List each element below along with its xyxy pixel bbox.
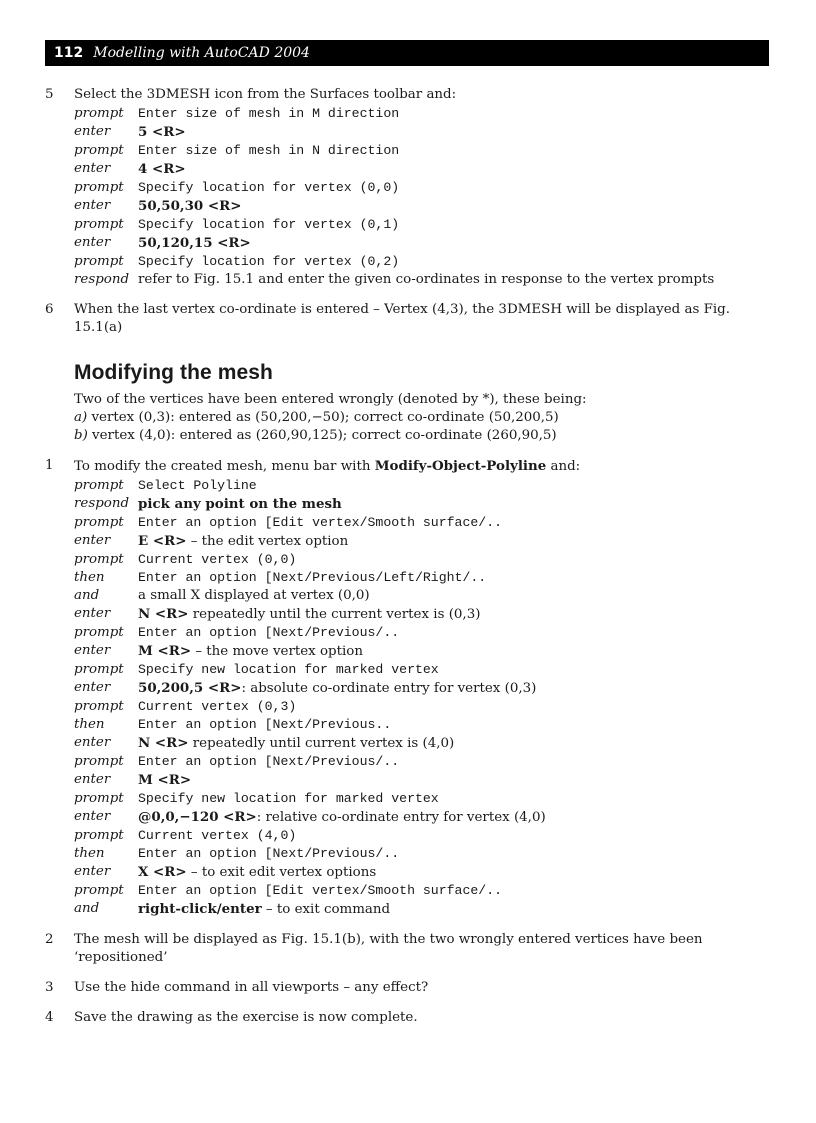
prompt-value: [138, 142, 769, 160]
user-input-text: M <R>: [138, 643, 192, 659]
prompt-label: prompt: [74, 662, 124, 677]
prompt-row: [74, 123, 769, 142]
prompt-value: [138, 882, 769, 900]
prompt-value: [138, 753, 769, 771]
running-title: Modelling with AutoCAD 2004: [93, 45, 310, 61]
command-prompt-text: Specify location for vertex (0,1): [138, 217, 400, 232]
prompt-label: prompt: [74, 143, 124, 158]
prompt-value: [138, 160, 769, 179]
prompt-value: [138, 771, 769, 790]
prompt-row: [74, 624, 769, 642]
prompt-value: [138, 569, 769, 587]
prompt-label: prompt: [74, 180, 124, 195]
prompt-label: prompt: [74, 217, 124, 232]
prompt-value: [138, 253, 769, 271]
step-intro: [74, 457, 769, 476]
command-prompt-text: Specify location for vertex (0,2): [138, 254, 400, 269]
prompt-value: [138, 605, 769, 624]
prompt-label: then: [74, 570, 105, 585]
prompt-label: enter: [74, 235, 111, 250]
prompt-label: enter: [74, 680, 111, 695]
step-number: 1: [45, 458, 54, 473]
note-text: refer to Fig. 15.1 and enter the given co-ordinates in response to the vertex prompts: [138, 272, 715, 287]
user-input-text: @0,0,−120 <R>: [138, 809, 257, 825]
prompt-row: [74, 771, 769, 790]
note-text: : relative co-ordinate entry for vertex (4,0): [256, 810, 546, 825]
prompt-row: [74, 532, 769, 551]
command-prompt-text: Enter an option [Next/Previous/..: [138, 846, 400, 861]
prompt-label: enter: [74, 772, 111, 787]
prompt-label: prompt: [74, 106, 124, 121]
user-input-text: right-click/enter: [138, 901, 262, 917]
prompt-value: [138, 624, 769, 642]
command-prompt-text: Enter an option [Edit vertex/Smooth surface/..: [138, 515, 503, 530]
prompt-label: prompt: [74, 625, 124, 640]
prompt-row: [74, 642, 769, 661]
step-text: Use the hide command in all viewports – any effect?: [74, 980, 429, 995]
command-prompt-text: Specify location for vertex (0,0): [138, 180, 400, 195]
item-text: vertex (4,0): entered as (260,90,125); correct co-ordinate (260,90,5): [87, 428, 557, 443]
intro-text-end: and:: [546, 459, 581, 474]
running-header: [45, 40, 769, 66]
prompt-label: prompt: [74, 754, 124, 769]
prompt-row: [74, 216, 769, 234]
prompt-row: [74, 790, 769, 808]
item-letter: a): [74, 410, 88, 425]
command-prompt-text: Enter size of mesh in N direction: [138, 143, 400, 158]
prompt-row: [74, 753, 769, 771]
intro-text: To modify the created mesh, menu bar with: [74, 459, 375, 474]
prompt-row: [74, 551, 769, 569]
prompt-table: [74, 105, 769, 289]
prompt-value: [138, 808, 769, 827]
prompt-row: [74, 827, 769, 845]
prompt-value: [138, 495, 769, 514]
command-prompt-text: Current vertex (0,3): [138, 699, 297, 714]
command-prompt-text: Enter an option [Next/Previous/..: [138, 754, 400, 769]
step-number: 4: [45, 1010, 54, 1025]
prompt-row: [74, 253, 769, 271]
prompt-value: [138, 197, 769, 216]
command-prompt-text: Specify new location for marked vertex: [138, 791, 439, 806]
prompt-value: [138, 123, 769, 142]
section-intro: Two of the vertices have been entered wrongly (denoted by *), these being:: [74, 392, 587, 407]
correction-item-a: [74, 409, 769, 427]
note-text: repeatedly until the current vertex is (0,3): [188, 607, 481, 622]
prompt-row: [74, 734, 769, 753]
prompt-row: [74, 271, 769, 289]
prompt-value: [138, 271, 769, 289]
prompt-table: [74, 477, 769, 919]
step-number: 5: [45, 87, 54, 102]
prompt-label: prompt: [74, 699, 124, 714]
note-text: – the edit vertex option: [186, 534, 349, 549]
prompt-label: enter: [74, 809, 111, 824]
note-text: : absolute co-ordinate entry for vertex (0,3): [241, 681, 537, 696]
prompt-value: [138, 790, 769, 808]
command-prompt-text: Select Polyline: [138, 478, 257, 493]
prompt-label: prompt: [74, 883, 124, 898]
prompt-row: [74, 661, 769, 679]
prompt-value: [138, 827, 769, 845]
prompt-label: and: [74, 588, 100, 603]
prompt-row: [74, 514, 769, 532]
correction-item-b: [74, 427, 769, 445]
prompt-value: [138, 863, 769, 882]
command-prompt-text: Enter an option [Next/Previous..: [138, 717, 392, 732]
prompt-row: [74, 882, 769, 900]
step-intro: Select the 3DMESH icon from the Surfaces toolbar and:: [74, 87, 457, 102]
step-1: [45, 457, 769, 919]
step-2: [45, 931, 769, 967]
user-input-text: pick any point on the mesh: [138, 496, 342, 512]
prompt-value: [138, 734, 769, 753]
prompt-label: enter: [74, 124, 111, 139]
prompt-value: [138, 234, 769, 253]
step-text: Save the drawing as the exercise is now complete.: [74, 1010, 418, 1025]
menu-path: Modify-Object-Polyline: [374, 458, 547, 474]
prompt-label: prompt: [74, 791, 124, 806]
prompt-row: [74, 179, 769, 197]
prompt-label: then: [74, 846, 105, 861]
prompt-row: [74, 105, 769, 123]
prompt-row: [74, 845, 769, 863]
prompt-row: [74, 197, 769, 216]
prompt-value: [138, 587, 769, 605]
prompt-row: [74, 160, 769, 179]
note-text: – the move vertex option: [191, 644, 363, 659]
command-prompt-text: Specify new location for marked vertex: [138, 662, 439, 677]
step-number: 2: [45, 932, 54, 947]
prompt-row: [74, 142, 769, 160]
prompt-label: enter: [74, 735, 111, 750]
step-6: [45, 301, 769, 337]
item-text: vertex (0,3): entered as (50,200,−50); correct co-ordinate (50,200,5): [87, 410, 559, 425]
user-input-text: N <R>: [138, 606, 189, 622]
prompt-label: enter: [74, 161, 111, 176]
prompt-value: [138, 179, 769, 197]
prompt-row: [74, 863, 769, 882]
prompt-label: enter: [74, 864, 111, 879]
prompt-value: [138, 514, 769, 532]
note-text: – to exit command: [261, 902, 391, 917]
user-input-text: 50,200,5 <R>: [138, 680, 242, 696]
user-input-text: N <R>: [138, 735, 189, 751]
user-input-text: X <R>: [138, 864, 187, 880]
step-5: [45, 86, 769, 289]
prompt-value: [138, 532, 769, 551]
prompt-row: [74, 477, 769, 495]
prompt-value: [138, 900, 769, 919]
prompt-value: [138, 716, 769, 734]
prompt-label: respond: [74, 272, 130, 287]
prompt-label: then: [74, 717, 105, 732]
step-3: [45, 979, 769, 997]
prompt-value: [138, 105, 769, 123]
user-input-text: 4 <R>: [138, 161, 186, 177]
prompt-row: [74, 698, 769, 716]
prompt-label: prompt: [74, 478, 124, 493]
prompt-value: [138, 845, 769, 863]
step-text: When the last vertex co-ordinate is entered – Vertex (4,3), the 3DMESH will be displayed as Fig. 15.1(a): [74, 302, 730, 335]
prompt-label: enter: [74, 533, 111, 548]
prompt-value: [138, 642, 769, 661]
prompt-value: [138, 216, 769, 234]
user-input-text: M <R>: [138, 772, 192, 788]
user-input-text: 5 <R>: [138, 124, 186, 140]
user-input-text: 50,50,30 <R>: [138, 198, 242, 214]
prompt-label: respond: [74, 496, 130, 511]
prompt-value: [138, 661, 769, 679]
prompt-value: [138, 477, 769, 495]
note-text: – to exit edit vertex options: [186, 865, 377, 880]
prompt-row: [74, 234, 769, 253]
item-letter: b): [74, 428, 88, 443]
prompt-row: [74, 679, 769, 698]
prompt-row: [74, 716, 769, 734]
step-text: The mesh will be displayed as Fig. 15.1(b), with the two wrongly entered vertices have been ‘repositioned’: [74, 932, 703, 965]
prompt-label: and: [74, 901, 100, 916]
step-number: 3: [45, 980, 54, 995]
command-prompt-text: Enter an option [Next/Previous/..: [138, 625, 400, 640]
prompt-row: [74, 605, 769, 624]
prompt-row: [74, 495, 769, 514]
step-number: 6: [45, 302, 54, 317]
prompt-label: prompt: [74, 515, 124, 530]
section-heading: Modifying the mesh: [74, 361, 273, 384]
command-prompt-text: Enter an option [Next/Previous/Left/Right/..: [138, 570, 487, 585]
page-content: [45, 86, 769, 1027]
prompt-label: enter: [74, 606, 111, 621]
prompt-value: [138, 551, 769, 569]
prompt-row: [74, 569, 769, 587]
user-input-text: 50,120,15 <R>: [138, 235, 251, 251]
prompt-label: prompt: [74, 552, 124, 567]
note-text: a small X displayed at vertex (0,0): [138, 588, 370, 603]
prompt-value: [138, 679, 769, 698]
prompt-row: [74, 808, 769, 827]
prompt-label: enter: [74, 198, 111, 213]
command-prompt-text: Current vertex (0,0): [138, 552, 297, 567]
note-text: repeatedly until current vertex is (4,0): [188, 736, 455, 751]
page-number: 112: [54, 45, 84, 61]
prompt-value: [138, 698, 769, 716]
user-input-text: E <R>: [138, 533, 187, 549]
prompt-row: [74, 587, 769, 605]
command-prompt-text: Current vertex (4,0): [138, 828, 297, 843]
step-4: [45, 1009, 769, 1027]
command-prompt-text: Enter an option [Edit vertex/Smooth surface/..: [138, 883, 503, 898]
prompt-label: enter: [74, 643, 111, 658]
prompt-label: prompt: [74, 254, 124, 269]
prompt-label: prompt: [74, 828, 124, 843]
command-prompt-text: Enter size of mesh in M direction: [138, 106, 400, 121]
prompt-row: [74, 900, 769, 919]
